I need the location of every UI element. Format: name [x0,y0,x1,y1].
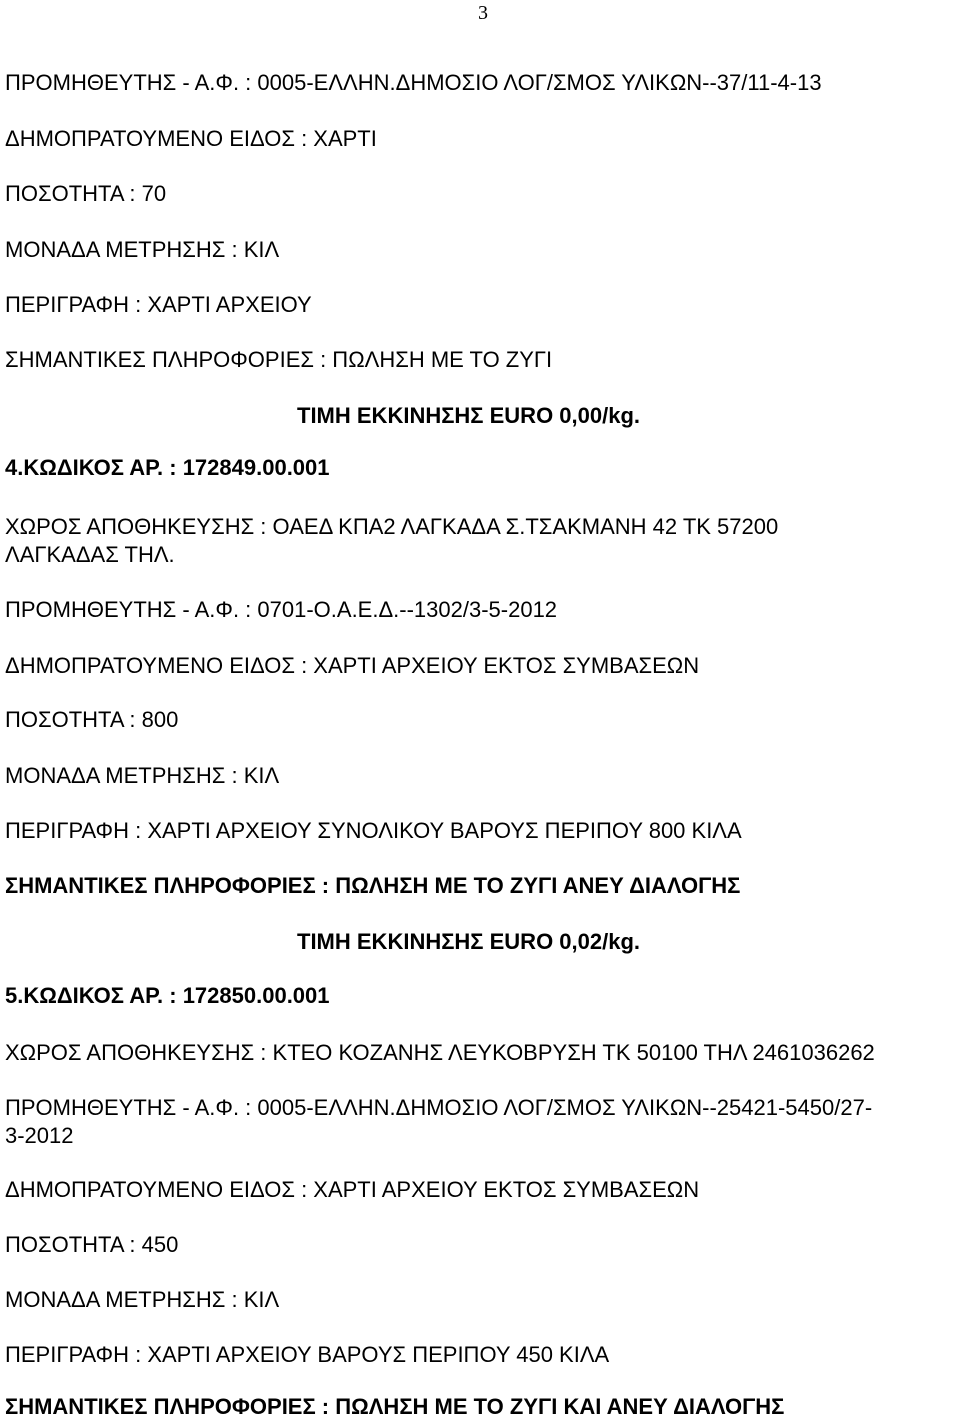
quantity-line: ΠΟΣΟΤΗΤΑ : 70 [5,181,167,206]
item-type-line: ΔΗΜΟΠΡΑΤΟΥΜΕΝΟ ΕΙΔΟΣ : ΧΑΡΤΙ ΑΡΧΕΙΟΥ ΕΚΤΟΣ ΣΥΜΒΑΣΕΩΝ [5,1177,700,1202]
quantity-line: ΠΟΣΟΤΗΤΑ : 800 [5,707,179,732]
description-line: ΠΕΡΙΓΡΑΦΗ : ΧΑΡΤΙ ΑΡΧΕΙΟΥ ΒΑΡΟΥΣ ΠΕΡΙΠΟΥ 450 ΚΙΛΑ [5,1342,610,1367]
description-line: ΠΕΡΙΓΡΑΦΗ : ΧΑΡΤΙ ΑΡΧΕΙΟΥ ΣΥΝΟΛΙΚΟΥ ΒΑΡΟΥΣ ΠΕΡΙΠΟΥ 800 ΚΙΛΑ [5,818,742,843]
item-code: 5.ΚΩΔΙΚΟΣ ΑΡ. : 172850.00.001 [5,983,330,1008]
description-line: ΠΕΡΙΓΡΑΦΗ : ΧΑΡΤΙ ΑΡΧΕΙΟΥ [5,292,312,317]
unit-line: ΜΟΝΑΔΑ ΜΕΤΡΗΣΗΣ : ΚΙΛ [5,763,280,788]
item-type-line: ΔΗΜΟΠΡΑΤΟΥΜΕΝΟ ΕΙΔΟΣ : ΧΑΡΤΙ [5,126,377,151]
unit-line: ΜΟΝΑΔΑ ΜΕΤΡΗΣΗΣ : ΚΙΛ [5,237,280,262]
supplier-line: ΠΡΟΜΗΘΕΥΤΗΣ - Α.Φ. : 0005-ΕΛΛΗΝ.ΔΗΜΟΣΙΟ ΛΟΓ/ΣΜΟΣ ΥΛΙΚΩΝ--37/11-4-13 [5,70,822,95]
unit-line: ΜΟΝΑΔΑ ΜΕΤΡΗΣΗΣ : ΚΙΛ [5,1287,280,1312]
starting-price: ΤΙΜΗ ΕΚΚΙΝΗΣΗΣ EURO 0,00/kg. [297,403,641,428]
supplier-line: ΠΡΟΜΗΘΕΥΤΗΣ - Α.Φ. : 0005-ΕΛΛΗΝ.ΔΗΜΟΣΙΟ ΛΟΓ/ΣΜΟΣ ΥΛΙΚΩΝ--25421-5450/27- [5,1095,873,1120]
quantity-line: ΠΟΣΟΤΗΤΑ : 450 [5,1232,179,1257]
supplier-line: ΠΡΟΜΗΘΕΥΤΗΣ - Α.Φ. : 0701-Ο.Α.Ε.Δ.--1302/3-5-2012 [5,597,558,622]
page-number: 3 [478,2,488,24]
notes-line: ΣΗΜΑΝΤΙΚΕΣ ΠΛΗΡΟΦΟΡΙΕΣ : ΠΩΛΗΣΗ ΜΕ ΤΟ ΖΥΓΙ ΚΑΙ ΑΝΕΥ ΔΙΑΛΟΓΗΣ [5,1394,785,1419]
starting-price: ΤΙΜΗ ΕΚΚΙΝΗΣΗΣ EURO 0,02/kg. [297,929,641,954]
item-type-line: ΔΗΜΟΠΡΑΤΟΥΜΕΝΟ ΕΙΔΟΣ : ΧΑΡΤΙ ΑΡΧΕΙΟΥ ΕΚΤΟΣ ΣΥΜΒΑΣΕΩΝ [5,653,700,678]
notes-line: ΣΗΜΑΝΤΙΚΕΣ ΠΛΗΡΟΦΟΡΙΕΣ : ΠΩΛΗΣΗ ΜΕ ΤΟ ΖΥΓΙ ΑΝΕΥ ΔΙΑΛΟΓΗΣ [5,873,741,898]
supplier-line-cont: 3-2012 [5,1123,74,1148]
storage-line-cont: ΛΑΓΚΑΔΑΣ ΤΗΛ. [5,542,175,567]
storage-line: ΧΩΡΟΣ ΑΠΟΘΗΚΕΥΣΗΣ : ΟΑΕΔ ΚΠΑ2 ΛΑΓΚΑΔΑ Σ.ΤΣΑΚΜΑΝΗ 42 ΤΚ 57200 [5,514,779,539]
storage-line: ΧΩΡΟΣ ΑΠΟΘΗΚΕΥΣΗΣ : ΚΤΕΟ ΚΟΖΑΝΗΣ ΛΕΥΚΟΒΡΥΣΗ ΤΚ 50100 ΤΗΛ 2461036262 [5,1040,875,1065]
notes-line: ΣΗΜΑΝΤΙΚΕΣ ΠΛΗΡΟΦΟΡΙΕΣ : ΠΩΛΗΣΗ ΜΕ ΤΟ ΖΥΓΙ [5,347,553,372]
item-code: 4.ΚΩΔΙΚΟΣ ΑΡ. : 172849.00.001 [5,455,330,480]
